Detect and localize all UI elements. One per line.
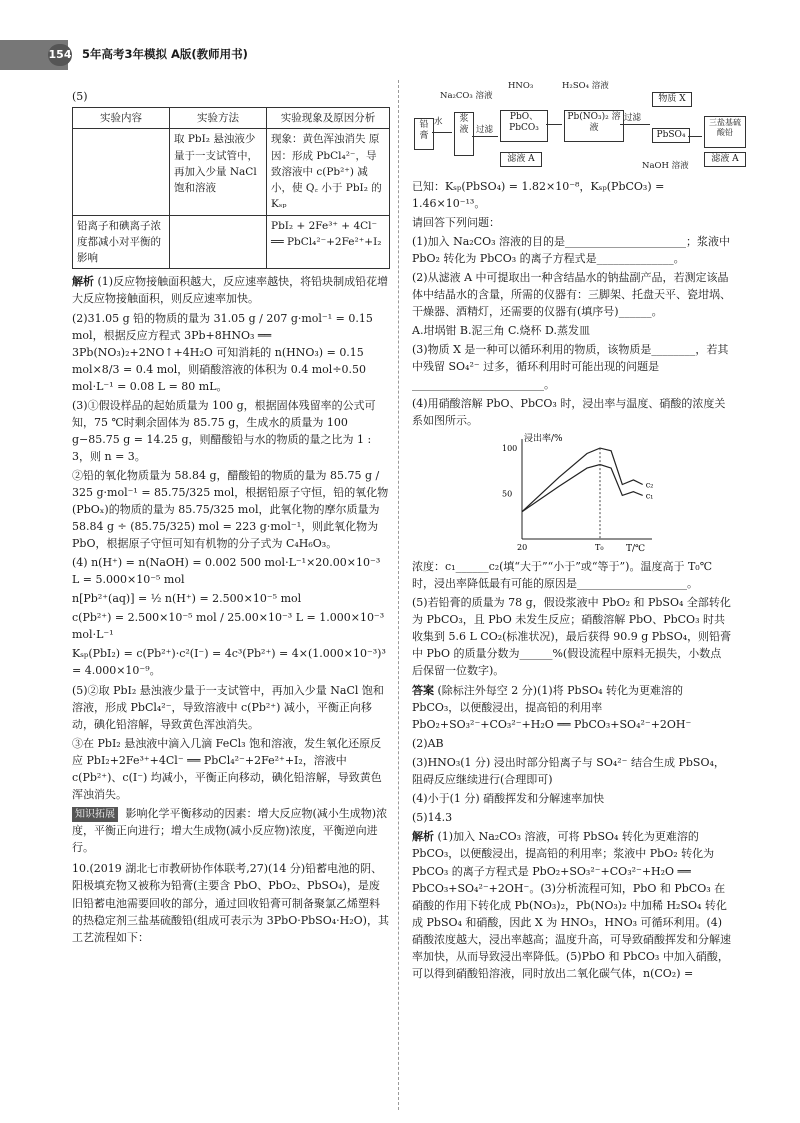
answer-line: (5)14.3 xyxy=(412,811,453,825)
answer-label: 答案 xyxy=(412,684,434,698)
analysis-paragraph: c(Pb²⁺) = 2.500×10⁻⁵ mol / 25.00×10⁻³ L = 1.000×10⁻³ mol·L⁻¹ xyxy=(72,611,385,642)
x-tick-label: T₀ xyxy=(595,542,604,552)
analysis-label: 解析 xyxy=(72,275,94,289)
question-4-fill: 浓度：c₁______c₂(填“大于”“小于”或“等于”)。温度高于 T₀℃ 时，浸出率降低最有可能的原因是____________________。 xyxy=(412,559,713,590)
left-column xyxy=(72,88,390,948)
answer-line: (3)HNO₃(1 分) 浸出时部分铅离子与 SO₄²⁻ 结合生成 PbSO₄，阻碍反应继续进行(合理即可) xyxy=(412,756,725,787)
flow-label: 过滤 xyxy=(624,113,642,123)
table-header-row xyxy=(73,108,390,129)
analysis-label: 解析 xyxy=(412,830,434,844)
table-cell: 铅离子和碘离子浓度都减小对平衡的影响 xyxy=(73,215,170,269)
book-title: 5年高考3年模拟 A版(教师用书) xyxy=(82,47,248,61)
table-row xyxy=(73,215,390,269)
chart-svg xyxy=(502,431,662,553)
question-1: (1)加入 Na₂CO₃ 溶液的目的是______________________；浆液中 PbO₂ 转化为 PbCO₃ 的离子方程式是______________。 xyxy=(412,235,731,266)
flow-arrow xyxy=(620,124,650,125)
table-cell xyxy=(73,129,170,215)
table-cell xyxy=(170,215,267,269)
question-4: (4)用硝酸溶解 PbO、PbCO₃ 时，浸出率与温度、硝酸的浓度关系如图所示。 xyxy=(412,396,726,427)
y-tick-label: 100 xyxy=(502,443,518,453)
table-cell: 现象：黄色浑浊消失 原因：形成 PbCl₄²⁻，导致溶液中 c(Pb²⁺) 减小，使 Q꜀ 小于 PbI₂ 的 Kₛₚ xyxy=(267,129,390,215)
answer-line: (4)小于(1 分) 硝酸挥发和分解速率加快 xyxy=(412,792,605,806)
analysis-paragraph: (5)②取 PbI₂ 悬浊液少量于一支试管中，再加入少量 NaCl 饱和溶液，形成 PbCl₄²⁻，导致溶液中 c(Pb²⁺) 减小，平衡正向移动，碘化铅溶解，导致黄色浑浊消失。 xyxy=(72,683,384,731)
process-flow-diagram xyxy=(412,81,741,178)
table-row xyxy=(73,129,390,215)
x-axis-label: T/℃ xyxy=(626,543,646,553)
analysis-paragraph: (2)31.05 g 铅的物质的量为 31.05 g / 207 g·mol⁻¹ = 0.15 mol，根据反应方程式 3Pb+8HNO₃ ══ 3Pb(NO₃)₂+2NO↑+4H₂O 可知消耗的 n(HNO₃) = 0.15 mol×8/3 = 0.4 mol，则硝酸溶液的体积为 0.4 mol÷0.50 mol·L⁻¹ = 0.08 L = 80 mL。 xyxy=(72,311,373,393)
question-10: 10.(2019 湖北七市教研协作体联考,27)(14 分)铅蓄电池的阴、阳极填充物又被称为铅膏(主要含 PbO、PbO₂、PbSO₄)，是废旧铅蓄电池需要回收的部分，通过回收铅膏可制备聚氯乙烯塑料的热稳定剂三盐基硫酸铅(组成可表示为 3PbO·PbSO₄·H₂O)，其工艺流程如下： xyxy=(72,862,389,944)
page-header xyxy=(0,40,800,70)
analysis-paragraph: Kₛₚ(PbI₂) = c(Pb²⁺)·c²(I⁻) = 4c³(Pb²⁺) = 4×(1.000×10⁻³)³ = 4.000×10⁻⁹。 xyxy=(72,647,386,678)
series-line-0 xyxy=(522,448,643,512)
flow-box: PbO、PbCO₃ xyxy=(500,110,548,142)
series-line-1 xyxy=(522,464,643,511)
question-2: (2)从滤液 A 中可提取出一种含结晶水的钠盐副产品，若测定该晶体中结晶水的含量，所需的仪器有：三脚架、托盘天平、瓷坩埚、干燥器、酒精灯，还需要的仪器有(填序号)______。 xyxy=(412,271,731,319)
analysis-paragraph: ③在 PbI₂ 悬浊液中滴入几滴 FeCl₃ 饱和溶液，发生氧化还原反应 PbI₂+2Fe³⁺+4Cl⁻ ══ PbCl₄²⁻+2Fe²⁺+I₂，溶液中 c(Pb²⁺)、c(I⁻) 均减小，平衡正向移动，碘化铅溶解，导致黄色浑浊消失。 xyxy=(72,736,382,801)
ksp-note: 已知：Kₛₚ(PbSO₄) = 1.82×10⁻⁸，Kₛₚ(PbCO₃) = 1.46×10⁻¹³。 xyxy=(412,180,665,211)
page-number: 154 xyxy=(48,44,72,66)
series-label: c₁ xyxy=(645,491,654,501)
answer-block xyxy=(412,682,732,733)
y-axis-label: 浸出率/% xyxy=(524,433,563,444)
question-3: (3)物质 X 是一种可以循环利用的物质，该物质是________，若其中残留 SO₄²⁻ 过多，循环利用时可能出现的问题是________________________。 xyxy=(412,343,729,391)
analysis-paragraph: (4) n(H⁺) = n(NaOH) = 0.002 500 mol·L⁻¹×20.00×10⁻³ L = 5.000×10⁻⁵ mol xyxy=(72,556,381,587)
flow-box: Pb(NO₃)₂ 溶液 xyxy=(564,110,624,142)
question-5: (5)若铅膏的质量为 78 g，假设浆液中 PbO₂ 和 PbSO₄ 全部转化为 PbCO₃，且 PbO 未发生反应；硝酸溶解 PbO、PbCO₃ 时共收集到 5.6 L CO₂(标准状况)，最后获得 90.9 g PbSO₄，则铅膏中 PbO 的质量分数为______%(假设流程中原料无损失，小数点后保留一位数字)。 xyxy=(412,595,732,677)
column-divider xyxy=(398,80,399,1110)
flow-label: HNO₃ xyxy=(508,81,534,91)
flow-box: 三盐基硫酸铅 xyxy=(704,116,746,148)
flow-box: 铅膏 xyxy=(414,118,434,150)
flow-arrow xyxy=(432,132,452,133)
flow-box: 滤液 A xyxy=(500,152,542,167)
flow-box: PbSO₄ xyxy=(652,128,690,143)
ask-line: 请回答下列问题： xyxy=(412,216,500,230)
extension-tag: 知识拓展 xyxy=(72,807,118,823)
question-2-options: A.坩埚钳 B.泥三角 C.烧杯 D.蒸发皿 xyxy=(412,324,590,338)
flow-arrow xyxy=(472,136,498,137)
flow-label: NaOH 溶液 xyxy=(642,161,689,171)
analysis-block-right xyxy=(412,828,732,981)
table-header: 实验方法 xyxy=(170,108,267,129)
table-header: 实验现象及原因分析 xyxy=(267,108,390,129)
experiment-table xyxy=(72,107,390,269)
flow-box: 浆液 xyxy=(454,112,474,156)
analysis-paragraph: (1)反应物接触面积越大，反应速率越快，将铅块制成铅花增大反应物接触面积，则反应速率加快。 xyxy=(72,275,389,306)
analysis-block xyxy=(72,273,390,307)
leach-rate-chart xyxy=(502,431,732,558)
analysis-paragraph: ②铅的氧化物质量为 58.84 g，醋酸铅的物质的量为 85.75 g / 325 g·mol⁻¹ = 85.75/325 mol，根据铅原子守恒，铅的氧化物(PbOₓ)的物质的量为 85.75/325 mol，此氧化物的摩尔质量为 58.84 g ÷ (85.75/325) mol = 223 g·mol⁻¹，则此氧化物为 PbO，根据原子守恒可知有机物的分子式为 C₄H₆O₃。 xyxy=(72,468,389,551)
flow-arrow xyxy=(546,124,562,125)
flow-arrow xyxy=(688,136,702,137)
flow-box: 滤液 A xyxy=(704,152,746,167)
answer-line: (除标注外每空 2 分)(1)将 PbSO₄ 转化为更难溶的 PbCO₃，以便酸浸出，提高铅的利用率 PbO₂+SO₃²⁻+CO₃²⁻+H₂O ══ PbCO₃+SO₄²⁻+2OH⁻ xyxy=(412,684,692,732)
analysis-paragraph: (3)①假设样品的起始质量为 100 g，根据固体残留率的公式可知，75 ℃时剩余固体为 85.75 g，生成水的质量为 100 g−85.75 g = 14.25 g，则醋酸铅与水的物质的量之比为 1 : 3，则 n = 3。 xyxy=(72,398,376,463)
extension-block xyxy=(72,805,390,857)
table-label: (5) xyxy=(72,90,88,103)
flow-label: Na₂CO₃ 溶液 xyxy=(440,91,493,101)
flow-box: 物质 X xyxy=(652,92,692,107)
table-cell: 取 PbI₂ 悬浊液少量于一支试管中，再加入少量 NaCl 饱和溶液 xyxy=(170,129,267,215)
series-label: c₂ xyxy=(645,480,654,490)
extension-text: 影响化学平衡移动的因素：增大反应物(减小生成物)浓度，平衡正向进行；增大生成物(减小反应物)浓度，平衡逆向进行。 xyxy=(72,806,388,855)
flow-label: 过滤 xyxy=(476,125,494,135)
x-tick-label: 20 xyxy=(517,542,528,552)
analysis-paragraph: n[Pb²⁺(aq)] = ½ n(H⁺) = 2.500×10⁻⁵ mol xyxy=(72,592,302,606)
flow-label: H₂SO₄ 溶液 xyxy=(562,81,609,91)
chart-marks xyxy=(502,444,653,552)
right-column xyxy=(412,81,741,984)
flow-label: 水 xyxy=(434,117,443,127)
table-cell: PbI₂ + 2Fe³⁺ + 4Cl⁻ ══ PbCl₄²⁻+2Fe²⁺+I₂ xyxy=(267,215,390,269)
analysis-text: (1)加入 Na₂CO₃ 溶液，可将 PbSO₄ 转化为更难溶的 PbCO₃，以便酸浸出，提高铅的利用率；浆液中 PbO₂ 转化为 PbCO₃ 的离子方程式是 PbO₂+SO₃²⁻+CO₃²⁻+H₂O ══ PbCO₃+SO₄²⁻+2OH⁻。(3)分析流程可知，PbO 和 PbCO₃ 在硝酸的作用下转化成 Pb(NO₃)₂，Pb(NO₃)₂ 中加稀 H₂SO₄ 转化成 PbSO₄ 和硝酸，因此 X 为 HNO₃，HNO₃ 可循环利用。(4)硝酸浓度越大，浸出率越高；温度升高，可导致硝酸挥发和分解速率加快，从而导致浸出率降低。(5)PbO 和 PbCO₃ 中加入硝酸，可以得到硝酸铅溶液，同时放出二氧化碳气体，n(CO₂) = xyxy=(412,830,731,980)
y-tick-label: 50 xyxy=(502,489,513,499)
answer-line: (2)AB xyxy=(412,737,444,751)
table-header: 实验内容 xyxy=(73,108,170,129)
